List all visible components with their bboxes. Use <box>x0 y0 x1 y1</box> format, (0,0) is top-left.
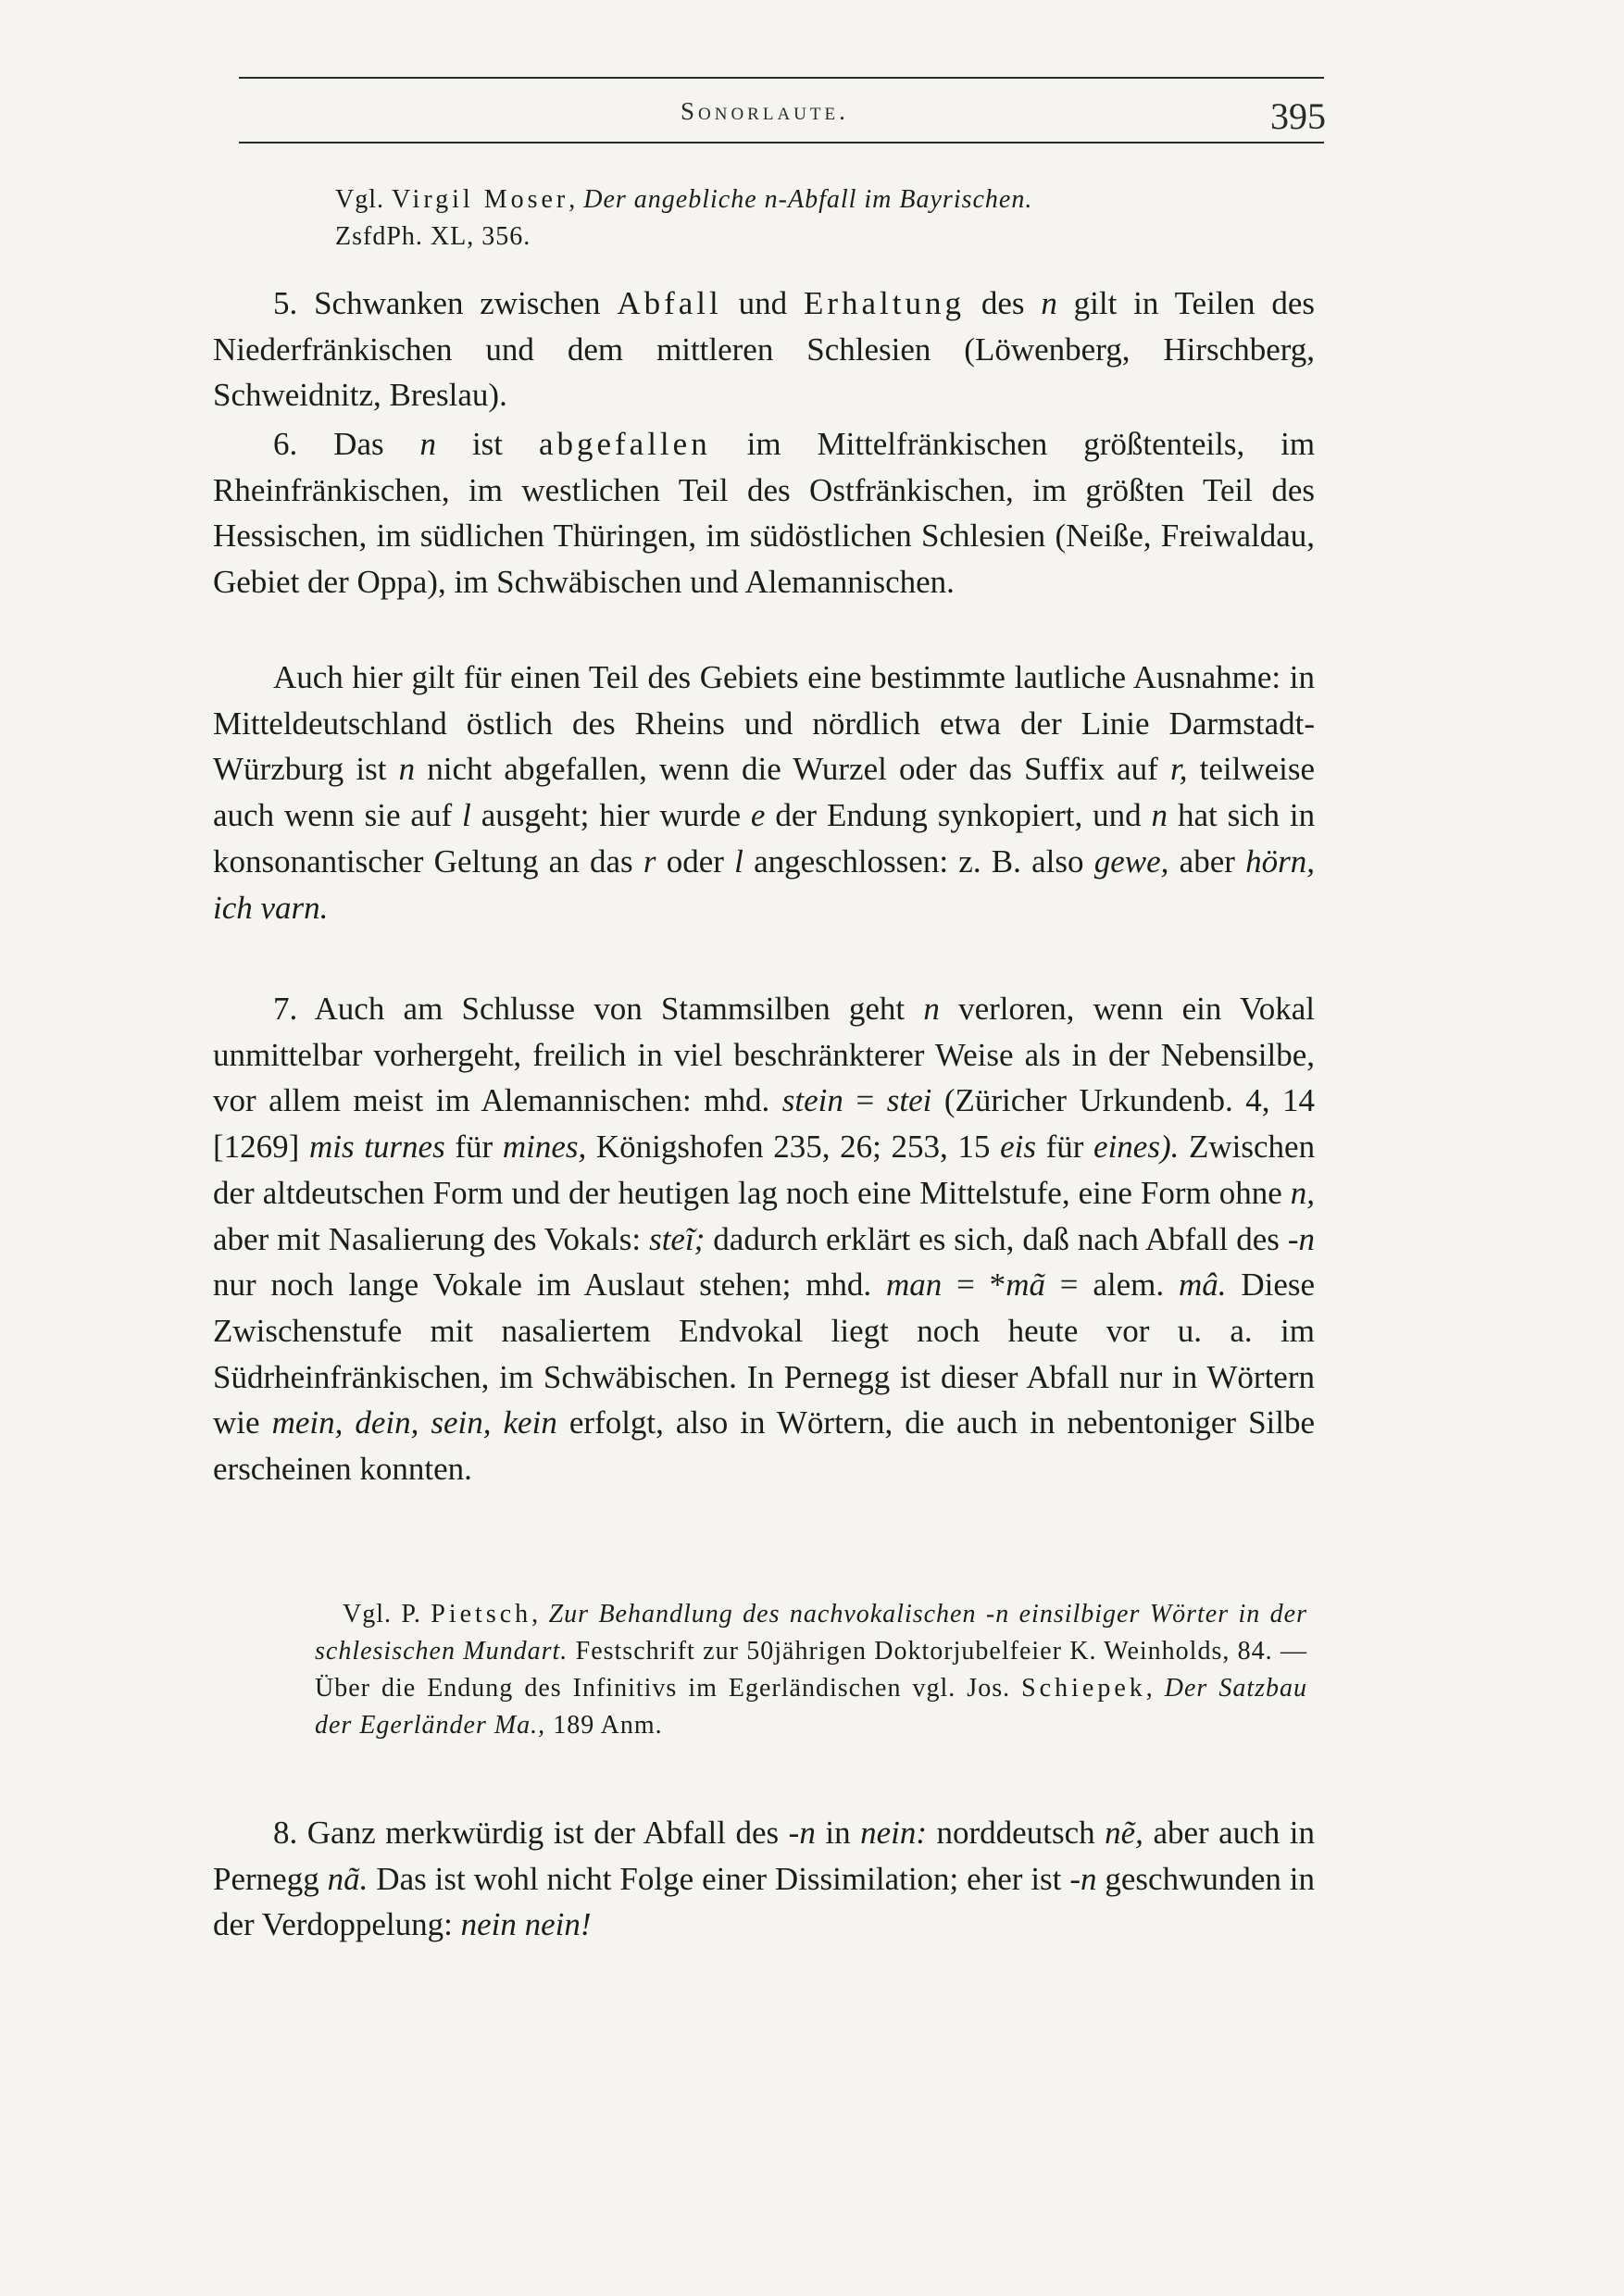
paragraph-7: 7. Auch am Schlusse von Stammsilben geht n verloren, wenn ein Vokal unmittelbar vorhergeht, freilich in viel beschränkterer Weise als in der Nebensilbe, vor allem meist im Alemannischen: mhd. stein = stei (Züricher Urkundenb. 4, 14 [1269] mis turnes für mines, Königshofen 235, 26; 253, 15 eis für eines). Zwischen der altdeutschen Form und der heutigen lag noch eine Mittelstufe, eine Form ohne n, aber mit Nasalierung des Vokals: steĩ; dadurch erklärt es sich, daß nach Abfall des -n nur noch lange Vokale im Auslaut stehen; mhd. man = *mã = alem. mâ. Diese Zwischenstufe mit nasaliertem Endvokal liegt noch heute vor u. a. im Südrheinfränkischen, im Schwäbischen. In Pernegg ist dieser Abfall nur in Wörtern wie mein, dein, sein, kein erfolgt, also in Wörtern, die auch in nebentoniger Silbe erscheinen konnten. <box>213 991 1316 1488</box>
footnote-pietsch: Vgl. P. Pietsch, Zur Behandlung des nachvokalischen -n einsilbiger Wörter in der schlesischen Mundart. Festschrift zur 50jährigen Doktorjubelfeier K. Weinholds, 84. — Über die Endung des Infinitivs im Egerländischen vgl. Jos. Schiepek, Der Satzbau der Egerländer Ma., 189 Anm. <box>315 1600 1308 1740</box>
footnote-moser: Vgl. Virgil Moser, Der angebliche n-Abfall im Bayrischen. ZsfdPh. XL, 356. <box>335 185 1033 251</box>
author-name: Schiepek <box>1021 1674 1146 1703</box>
header-bottom-rule <box>239 142 1324 144</box>
author-name: Virgil Moser <box>392 185 569 214</box>
running-head-title: Sonorlaute. <box>681 97 849 125</box>
work-title: Der angebliche n-Abfall im Bayrischen. <box>583 185 1033 214</box>
paragraph-5: 5. Schwanken zwischen Abfall und Erhaltung des n gilt in Teilen des Niederfränkischen und dem mittleren Schlesien (Löwenberg, Hirschberg, Schweidnitz, Breslau). <box>213 285 1316 414</box>
page-number: 395 <box>1270 95 1326 137</box>
paragraph-6: 6. Das n ist abgefallen im Mittelfränkischen größtenteils, im Rheinfränkischen, im westlichen Teil des Ostfränkischen, im größten Teil des Hessischen, im südlichen Thüringen, im südöstlichen Schlesien (Neiße, Freiwaldau, Gebiet der Oppa), im Schwäbischen und Alemannischen. <box>213 426 1316 601</box>
paragraph-6-continuation: Auch hier gilt für einen Teil des Gebiets eine bestimmte lautliche Ausnahme: in Mitteldeutschland östlich des Rheins und nördlich etwa der Linie Darmstadt-Würzburg ist n nicht abgefallen, wenn die Wurzel oder das Suffix auf r, teilweise auch wenn sie auf l ausgeht; hier wurde e der Endung synkopiert, und n hat sich in konsonantischer Geltung an das r oder l angeschlossen: z. B. also gewe, aber hörn, ich varn. <box>213 659 1316 926</box>
header-top-rule <box>239 77 1324 79</box>
paragraph-8: 8. Ganz merkwürdig ist der Abfall des -n in nein: norddeutsch nẽ, aber auch in Pernegg nã. Das ist wohl nicht Folge einer Dissimilation; eher ist -n geschwunden in der Verdoppelung: nein nein! <box>213 1815 1316 1943</box>
author-name: Pietsch <box>431 1600 532 1628</box>
